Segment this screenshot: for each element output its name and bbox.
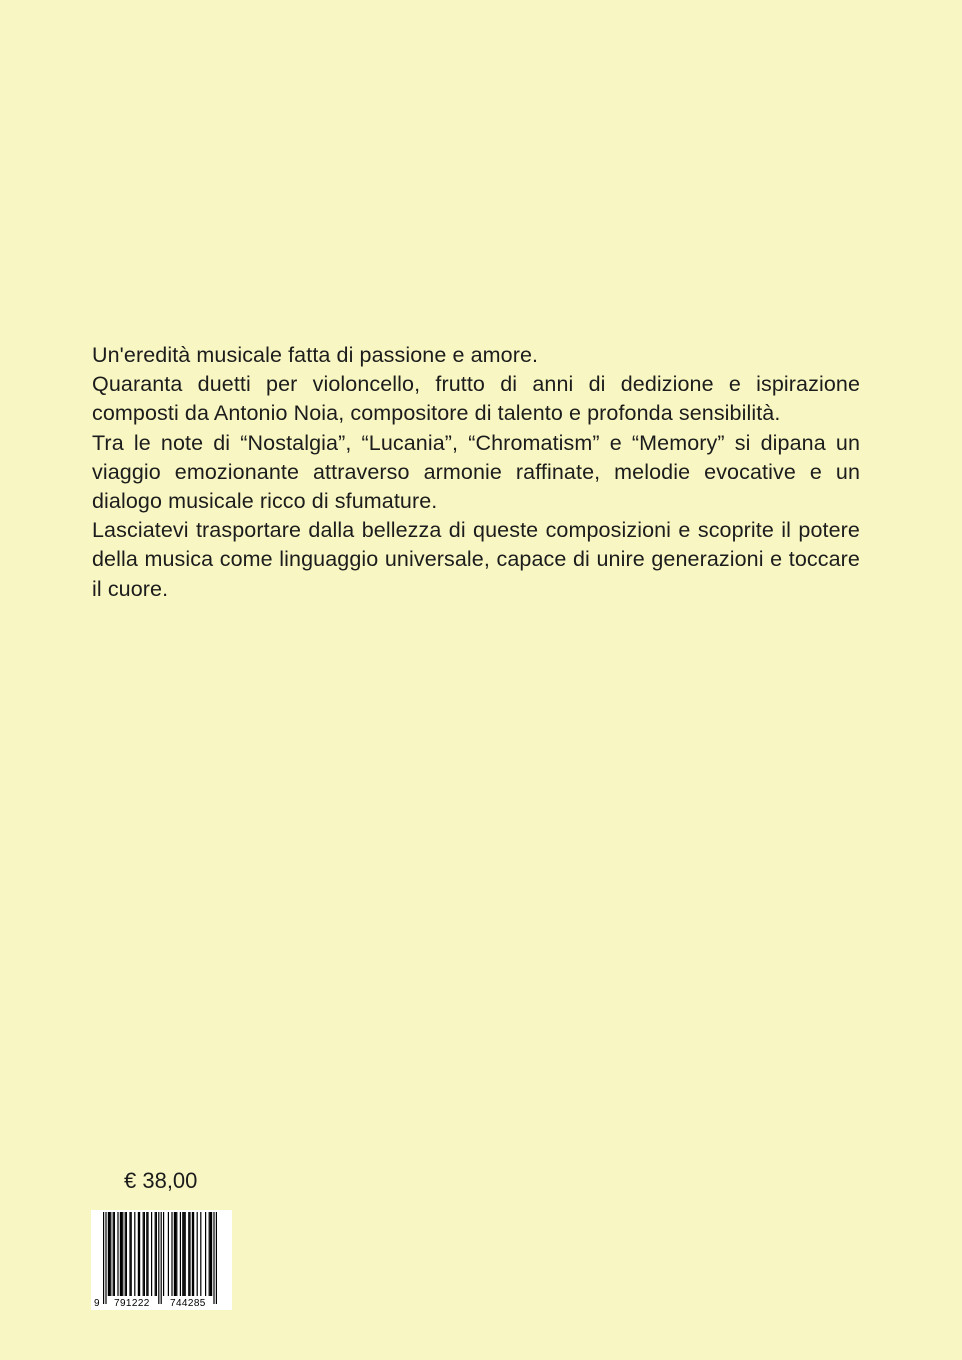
barcode-bar-40 [193,1212,194,1296]
barcode-bar-37 [188,1212,189,1296]
barcode-bar-1 [105,1212,106,1304]
barcode-bar-28 [168,1212,169,1296]
barcode-bar-34 [182,1212,183,1296]
barcode-bar-8 [120,1212,121,1296]
barcode-bar-31 [175,1212,176,1296]
barcode-right-digits: 744285 [170,1298,206,1309]
back-cover-blurb [92,341,860,604]
barcode-left-digits: 791222 [114,1298,150,1309]
barcode-bar-16 [138,1212,139,1296]
barcode-bar-45 [210,1212,211,1296]
barcode-bar-36 [185,1212,186,1296]
barcode-bar-35 [183,1212,184,1296]
barcode-bar-30 [174,1212,175,1296]
barcode-bar-17 [139,1212,140,1296]
barcode-bar-13 [129,1212,130,1296]
barcode-bar-10 [122,1212,123,1296]
barcode-bar-42 [200,1212,201,1296]
blurb-paragraph-3: Tra le note di “Nostalgia”, “Lucania”, “Chromatism” e “Memory” si dipana un viaggio emozionante attraverso armonie raffinate, melodie evocative e un dialogo musicale ricco di sfumature. [92,430,860,514]
blurb-paragraph-2: Quaranta duetti per violoncello, frutto di anni di dedizione e ispirazione composti da Antonio Noia, compositore di talento e profonda sensibilità. [92,372,860,426]
barcode-bar-43 [205,1212,206,1296]
barcode-bar-47 [213,1212,214,1304]
barcode-bar-39 [192,1212,193,1296]
barcode-bar-12 [126,1212,127,1296]
barcode-bar-38 [189,1212,190,1296]
barcode-bar-3 [109,1212,110,1296]
barcode-bar-48 [216,1212,217,1304]
barcode-bar-5 [113,1212,114,1296]
barcode-bar-18 [143,1212,144,1296]
barcode-bar-7 [117,1212,118,1296]
barcode-bar-11 [125,1212,126,1296]
barcode-bar-29 [171,1212,172,1296]
isbn-barcode [91,1210,232,1310]
barcode-bar-27 [163,1212,164,1296]
barcode-bar-0 [103,1212,104,1304]
barcode-bar-44 [209,1212,210,1296]
barcode-first-digit: 9 [94,1298,100,1309]
blurb-paragraph-4: Lasciatevi trasportare dalla bellezza di queste composizioni e scoprite il potere della musica come linguaggio universale, capace di unire generazioni e toccare il cuore. [92,518,860,601]
barcode-bars [91,1210,232,1310]
barcode-bar-4 [110,1212,111,1296]
blurb-paragraph-1: Un'eredità musicale fatta di passione e amore. [92,343,539,367]
barcode-bar-46 [211,1212,212,1296]
barcode-bar-21 [147,1212,148,1296]
barcode-bar-22 [151,1212,152,1296]
barcode-bar-6 [114,1212,115,1296]
barcode-bar-32 [176,1212,177,1296]
barcode-bar-9 [121,1212,122,1296]
barcode-bar-33 [180,1212,181,1296]
barcode-bar-24 [156,1212,157,1296]
barcode-bar-2 [108,1212,109,1296]
price-label: € 38,00 [124,1168,198,1193]
barcode-bar-23 [155,1212,156,1296]
barcode-bar-15 [134,1212,135,1296]
barcode-bar-25 [158,1212,159,1304]
barcode-bar-26 [161,1212,162,1304]
barcode-bar-14 [131,1212,132,1296]
barcode-bar-20 [146,1212,147,1296]
barcode-bar-41 [197,1212,198,1296]
barcode-bar-19 [144,1212,145,1296]
